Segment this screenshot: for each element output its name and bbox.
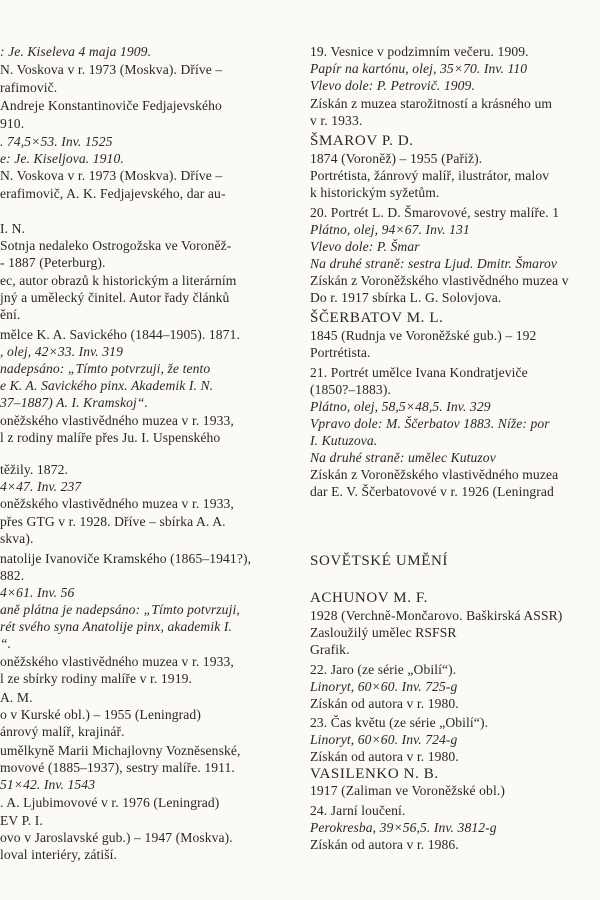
catalog-text-line: Získán od autora v r. 1986. <box>310 837 459 852</box>
artwork-detail-line: aně plátna je nadepsáno: „Tímto potvrzuji, <box>0 602 240 617</box>
catalog-text-line: Získán od autora v r. 1980. <box>310 696 459 711</box>
catalog-text-line: - 1887 (Peterburg). <box>0 255 106 270</box>
catalog-text-line: rafimovič. <box>0 80 58 95</box>
artwork-detail-line: e: Je. Kiseljova. 1910. <box>0 151 124 166</box>
catalog-text-line: ánrový malíř, krajinář. <box>0 724 125 739</box>
artwork-detail-line: rét svého syna Anatolije pinx, akademik I. <box>0 619 232 634</box>
artwork-detail-line: 4×47. Inv. 237 <box>0 479 82 494</box>
catalog-text-line: 910. <box>0 116 25 131</box>
catalog-text-line: Portrétista, žánrový malíř, ilustrátor, malov <box>310 168 550 183</box>
artist-name: VASILENKO N. B. <box>310 766 439 782</box>
section-heading: SOVĚTSKÉ UMĚNÍ <box>310 553 448 569</box>
catalog-text-line: oněžského vlastivědného muzea v r. 1933, <box>0 654 234 669</box>
catalog-text-line: 22. Jaro (ze série „Obilí“). <box>310 662 457 677</box>
artwork-detail-line: Vlevo dole: P. Petrovič. 1909. <box>310 78 475 93</box>
catalog-text-line: dar E. V. Ščerbatovové v r. 1926 (Leningrad <box>310 484 554 499</box>
catalog-text-line: 24. Jarní loučení. <box>310 803 406 818</box>
artwork-detail-line: Vpravo dole: M. Ščerbatov 1883. Níže: por <box>310 416 550 431</box>
catalog-text-line: l z rodiny malíře přes Ju. I. Uspenského <box>0 430 221 445</box>
artwork-detail-line: Plátno, olej, 58,5×48,5. Inv. 329 <box>310 399 491 414</box>
catalog-text-line: Získán z Voroněžského vlastivědného muzea <box>310 467 559 482</box>
catalog-text-line: ec, autor obrazů k historickým a literárním <box>0 273 237 288</box>
artwork-detail-line: . 74,5×53. Inv. 1525 <box>0 134 113 149</box>
catalog-text-line: přes GTG v r. 1928. Dříve – sbírka A. A. <box>0 514 226 529</box>
catalog-text-line: 1928 (Verchně-Mončarovo. Baškirská ASSR) <box>310 608 563 623</box>
catalog-text-line: Andreje Konstantinoviče Fedjajevského <box>0 98 222 113</box>
catalog-text-line: l ze sbírky rodiny malíře v r. 1919. <box>0 671 192 686</box>
catalog-text-line: skva). <box>0 531 34 546</box>
artwork-detail-line: Na druhé straně: sestra Ljud. Dmitr. Šmarov <box>310 256 557 271</box>
catalog-text-line: Do r. 1917 sbírka L. G. Solovjova. <box>310 290 502 305</box>
catalog-text-line: . A. Ljubimovové v r. 1976 (Leningrad) <box>0 795 220 810</box>
artist-name: ŠČERBATOV M. L. <box>310 310 444 326</box>
catalog-text-line: natolije Ivanoviče Kramského (1865–1941?), <box>0 551 252 566</box>
catalog-text-line: Získán z muzea starožitností a krásného um <box>310 96 553 111</box>
catalog-text-line: 1845 (Rudnja ve Voroněžské gub.) – 192 <box>310 328 537 343</box>
artwork-detail-line: 37–1887) A. I. Kramskoj“. <box>0 395 149 410</box>
catalog-text-line: Portrétista. <box>310 345 371 360</box>
catalog-text-line: mělce K. A. Savického (1844–1905). 1871. <box>0 327 240 342</box>
artwork-detail-line: nadepsáno: „Tímto potvrzuji, že tento <box>0 361 211 376</box>
catalog-text-line: I. N. <box>0 221 26 236</box>
catalog-text-line: Grafik. <box>310 642 350 657</box>
artwork-detail-line: Linoryt, 60×60. Inv. 725-g <box>310 679 458 694</box>
catalog-text-line: 20. Portrét L. D. Šmarovové, sestry malíře. 1 <box>310 205 560 220</box>
catalog-text-line: oněžského vlastivědného muzea v r. 1933, <box>0 496 234 511</box>
catalog-text-line: k historickým syžetům. <box>310 185 440 200</box>
artwork-detail-line: Perokresba, 39×56,5. Inv. 3812-g <box>310 820 497 835</box>
artwork-detail-line: e K. A. Savického pinx. Akademik I. N. <box>0 378 214 393</box>
right-column <box>310 0 600 900</box>
artwork-detail-line: “. <box>0 636 12 651</box>
catalog-text-line: Získán od autora v r. 1980. <box>310 749 459 764</box>
artist-name: ACHUNOV M. F. <box>310 590 429 606</box>
catalog-text-line: 19. Vesnice v podzimním večeru. 1909. <box>310 44 529 59</box>
catalog-text-line: jný a umělecký činitel. Autor řady článků <box>0 290 230 305</box>
catalog-text-line: oněžského vlastivědného muzea v r. 1933, <box>0 413 234 428</box>
catalog-text-line: loval interiéry, zátiší. <box>0 847 118 862</box>
artwork-detail-line: Linoryt, 60×60. Inv. 724-g <box>310 732 458 747</box>
artwork-detail-line: Vlevo dole: P. Šmar <box>310 239 420 254</box>
catalog-text-line: N. Voskova v r. 1973 (Moskva). Dříve – <box>0 62 223 77</box>
artwork-detail-line: Plátno, olej, 94×67. Inv. 131 <box>310 222 470 237</box>
catalog-text-line: N. Voskova v r. 1973 (Moskva). Dříve – <box>0 168 223 183</box>
artwork-detail-line: Na druhé straně: umělec Kutuzov <box>310 450 496 465</box>
artwork-detail-line: I. Kutuzova. <box>310 433 378 448</box>
catalog-text-line: 1917 (Zaliman ve Voroněžské obl.) <box>310 783 505 798</box>
catalog-text-line: ění. <box>0 307 21 322</box>
catalog-text-line: o v Kurské obl.) – 1955 (Leningrad) <box>0 707 201 722</box>
catalog-text-line: erafimovič, A. K. Fedjajevského, dar au- <box>0 186 226 201</box>
catalog-text-line: těžily. 1872. <box>0 462 68 477</box>
artwork-detail-line: 51×42. Inv. 1543 <box>0 777 96 792</box>
artwork-detail-line: : Je. Kiseleva 4 maja 1909. <box>0 44 152 59</box>
catalog-text-line: Sotnja nedaleko Ostrogožska ve Voroněž- <box>0 238 232 253</box>
artist-name: ŠMAROV P. D. <box>310 133 414 149</box>
artwork-detail-line: Papír na kartónu, olej, 35×70. Inv. 110 <box>310 61 528 76</box>
left-column <box>0 0 292 900</box>
catalog-text-line: ovo v Jaroslavské gub.) – 1947 (Moskva). <box>0 830 233 845</box>
catalog-text-line: (1850?–1883). <box>310 382 391 397</box>
catalog-text-line: movové (1885–1937), sestry malíře. 1911. <box>0 760 235 775</box>
catalog-text-line: 1874 (Voroněž) – 1955 (Paříž). <box>310 151 483 166</box>
catalog-text-line: Získán z Voroněžského vlastivědného muzea v <box>310 273 569 288</box>
catalog-text-line: A. M. <box>0 690 33 705</box>
artwork-detail-line: 4×61. Inv. 56 <box>0 585 75 600</box>
catalog-text-line: 21. Portrét umělce Ivana Kondratjeviče <box>310 365 528 380</box>
catalog-text-line: 882. <box>0 568 25 583</box>
catalog-text-line: 23. Čas květu (ze série „Obilí“). <box>310 715 489 730</box>
artwork-detail-line: , olej, 42×33. Inv. 319 <box>0 344 123 359</box>
catalog-text-line: Zasloužilý umělec RSFSR <box>310 625 457 640</box>
catalog-text-line: umělkyně Marii Michajlovny Voznĕsenské, <box>0 743 241 758</box>
catalog-text-line: v r. 1933. <box>310 113 363 128</box>
catalog-text-line: EV P. I. <box>0 813 43 828</box>
